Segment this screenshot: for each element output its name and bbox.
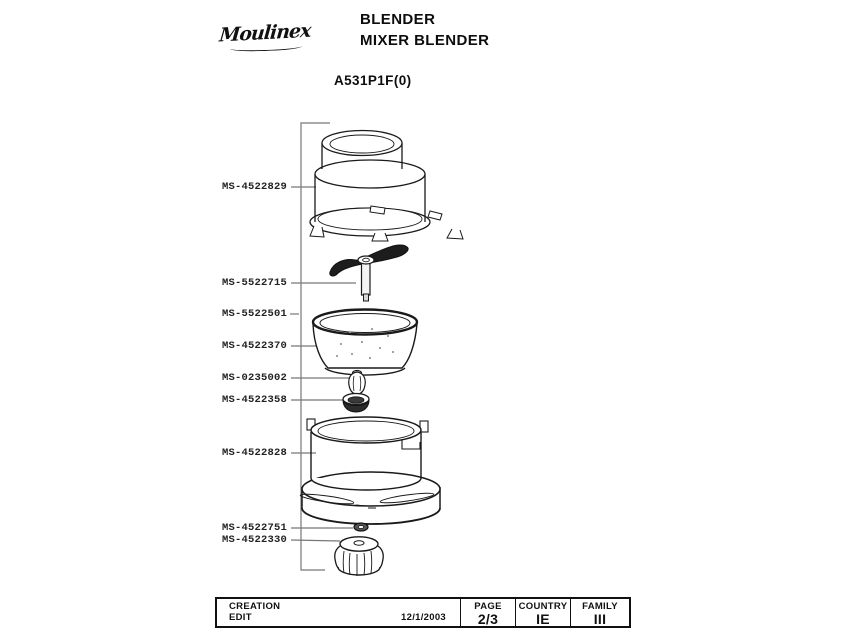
footer-cell-family xyxy=(570,599,629,626)
family-value: III xyxy=(593,611,607,627)
leader-knob xyxy=(291,540,340,541)
part-ref-blade: MS-5522715 xyxy=(222,277,288,289)
footer-cell-revision xyxy=(217,599,460,626)
footer-info-table xyxy=(215,597,631,628)
part-drawing-washer xyxy=(354,523,368,531)
part-drawing-knob xyxy=(335,537,384,576)
creation-label: CREATION xyxy=(229,601,281,612)
part-ref-washer: MS-4522751 xyxy=(222,522,288,534)
lid-foot-right xyxy=(447,229,463,239)
page-value: 2/3 xyxy=(477,611,499,627)
title-line-2: MIXER BLENDER xyxy=(360,32,490,49)
part-ref-knob: MS-4522330 xyxy=(222,534,288,546)
lid-foot-left xyxy=(310,226,324,237)
part-ref-coupler: MS-0235002 xyxy=(222,372,288,384)
lid-tab-right xyxy=(428,211,442,220)
part-ref-bowl: MS-4522370 xyxy=(222,340,288,352)
part-drawing-blade xyxy=(330,245,408,301)
part-drawing-bowl xyxy=(313,310,417,376)
country-value: IE xyxy=(536,611,550,627)
part-drawing-coupler xyxy=(349,371,365,395)
country-label: COUNTRY xyxy=(518,601,568,612)
moulinex-logo: Moulinex xyxy=(218,19,312,47)
family-label: FAMILY xyxy=(582,601,618,612)
part-drawing-lid xyxy=(310,131,463,242)
part-drawing-jar-base xyxy=(300,417,440,524)
model-reference: A531P1F(0) xyxy=(334,73,412,88)
footer-cell-country xyxy=(515,599,570,626)
page-label: PAGE xyxy=(474,601,502,612)
part-ref-seal: MS-5522501 xyxy=(222,308,288,320)
jar-notch xyxy=(402,439,420,449)
part-ref-cap: MS-4522358 xyxy=(222,394,288,406)
edit-label: EDIT xyxy=(229,612,252,623)
footer-cell-page xyxy=(460,599,515,626)
lid-tab-left xyxy=(370,206,385,214)
part-ref-lid: MS-4522829 xyxy=(222,181,288,193)
part-drawing-cap xyxy=(343,394,369,413)
edit-date: 12/1/2003 xyxy=(401,612,446,623)
lid-foot-center xyxy=(372,233,388,241)
part-ref-jar-base: MS-4522828 xyxy=(222,447,288,459)
title-line-1: BLENDER xyxy=(360,11,436,28)
